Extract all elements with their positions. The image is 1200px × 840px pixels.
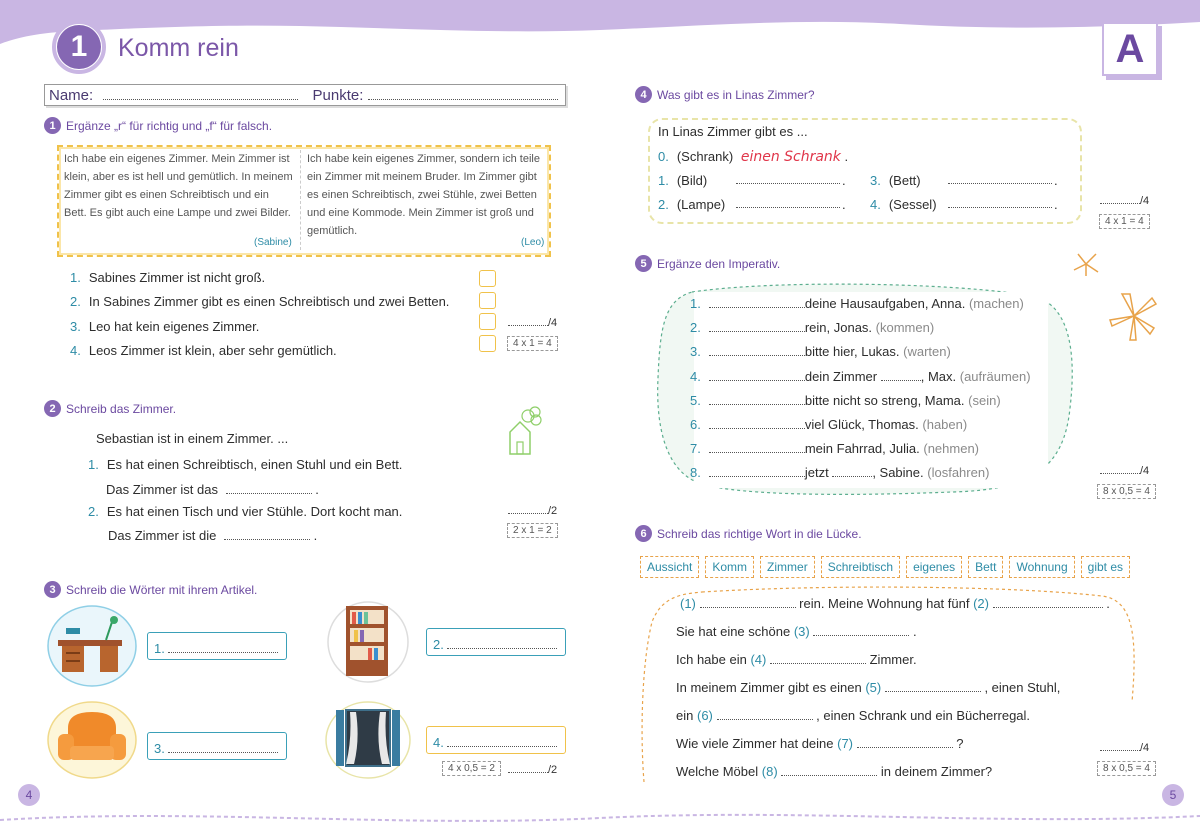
ex4-item-3 <box>870 173 921 188</box>
ex6-line-5-text2: , einen Schrank und ein Bücherregal. <box>816 708 1031 723</box>
ex5-item-3-number: 3. <box>690 344 701 360</box>
ex5-item-3-text: bitte hier, Lukas. <box>804 344 900 360</box>
ex6-gap-2-number: (2) <box>973 596 989 611</box>
ex6-answer-1[interactable] <box>700 598 796 608</box>
ex6-gap-7-number: (7) <box>837 736 854 751</box>
ex5-item-6 <box>690 417 1060 441</box>
ex2-item-2-b <box>108 528 317 543</box>
ex4-item-2-word: (Lampe) <box>676 197 726 212</box>
ex4-item-3-word: (Bett) <box>888 173 921 188</box>
ex5-item-2-number: 2. <box>690 320 701 336</box>
ex4-score-total: /4 <box>1140 195 1150 207</box>
ex2-item-2-text: Es hat einen Tisch und vier Stühle. Dort kocht man. <box>106 504 403 519</box>
points-label: Punkte: <box>312 87 364 104</box>
ex1-checkbox-3[interactable] <box>479 313 496 330</box>
ex5-answer-8b[interactable] <box>832 467 872 477</box>
ex2-item-2-number: 2. <box>88 504 99 519</box>
desk-image <box>44 602 140 688</box>
exercise-2-title <box>44 400 176 417</box>
ex5-score-total: /4 <box>1140 465 1150 477</box>
ex5-item-7-text: mein Fahrrad, Julia. <box>804 441 920 457</box>
ex5-item-3 <box>690 344 1060 368</box>
ex6-line-5-text: ein <box>676 708 694 723</box>
ex6-answer-7[interactable] <box>857 738 953 748</box>
ex4-item-2-end: . <box>842 197 846 212</box>
ex5-item-1 <box>690 296 1060 320</box>
ex6-line-5 <box>676 708 1030 723</box>
ex4-item-1-end: . <box>842 173 846 188</box>
ex6-line-3 <box>676 652 917 667</box>
word-bett[interactable]: Bett <box>968 556 1003 578</box>
ex6-line-1-end: . <box>1106 596 1110 611</box>
ex4-item-4-number: 4. <box>870 197 881 212</box>
word-gibt-es[interactable]: gibt es <box>1081 556 1130 578</box>
exercise-3-title <box>44 581 257 598</box>
exercise-3-number: 3 <box>44 581 61 598</box>
chapter-title: Komm rein <box>118 34 239 62</box>
ex5-item-1-hint: (machen) <box>968 296 1024 311</box>
ex5-item-4-text2: , Max. <box>920 368 957 384</box>
ex5-items <box>690 296 1060 490</box>
ex3-answer-box-4[interactable] <box>426 726 566 754</box>
ex4-item-3-number: 3. <box>870 173 881 188</box>
word-komm[interactable]: Komm <box>705 556 754 578</box>
ex6-line-3-text: Ich habe ein <box>676 652 747 667</box>
ex5-score <box>1100 464 1149 477</box>
exercise-1-title <box>44 117 272 134</box>
points-field[interactable] <box>368 90 558 100</box>
text-leo-author: (Leo) <box>521 237 545 248</box>
exercise-4-number: 4 <box>635 86 652 103</box>
ex6-line-3-text2: Zimmer. <box>869 652 917 667</box>
ex2-answer-1[interactable] <box>226 484 312 494</box>
chapter-number-circle <box>52 20 106 74</box>
exercise-5-instruction: Ergänze den Imperativ. <box>657 256 781 271</box>
ex1-score-formula: 4 x 1 = 4 <box>507 336 558 351</box>
word-eigenes[interactable]: eigenes <box>906 556 962 578</box>
ex5-item-2 <box>690 320 1060 344</box>
ex4-item-2-number: 2. <box>658 197 669 212</box>
ex5-item-2-hint: (kommen) <box>875 320 935 336</box>
ex1-checkbox-4[interactable] <box>479 335 496 352</box>
ex6-line-4-text2: , einen Stuhl, <box>984 680 1061 695</box>
ex5-answer-4b[interactable] <box>881 371 921 381</box>
exercise-4-instruction: Was gibt es in Linas Zimmer? <box>657 87 815 102</box>
exercise-3-instruction: Schreib die Wörter mit ihrem Artikel. <box>66 582 258 597</box>
ex2-item-1-a <box>88 457 402 472</box>
ex3-box-4-number: 4. <box>433 735 444 750</box>
ex4-answer-4[interactable] <box>948 198 1052 208</box>
ex6-line-2 <box>676 624 917 639</box>
level-badge-letter: A <box>1115 26 1145 71</box>
ex1-score-total: /4 <box>548 317 558 329</box>
name-field[interactable] <box>103 90 298 100</box>
ex1-item-2-text: In Sabines Zimmer gibt es einen Schreibtisch und zwei Betten. <box>88 294 450 309</box>
ex6-line-7-text: Welche Möbel <box>676 764 759 779</box>
ex4-intro: In Linas Zimmer gibt es ... <box>658 124 808 139</box>
exercise-4-title <box>635 86 815 103</box>
exercise-2-instruction: Schreib das Zimmer. <box>66 401 177 416</box>
ex1-item-4-number: 4. <box>70 343 81 358</box>
word-wohnung[interactable]: Wohnung <box>1009 556 1074 578</box>
ex6-line-6-text: Wie viele Zimmer hat deine <box>676 736 834 751</box>
word-schreibtisch[interactable]: Schreibtisch <box>821 556 900 578</box>
ex4-score-formula: 4 x 1 = 4 <box>1099 214 1150 229</box>
ex5-answer-2[interactable] <box>709 322 805 332</box>
ex6-gap-3-number: (3) <box>793 624 810 639</box>
armchair-image <box>44 698 140 780</box>
ex5-answer-1[interactable] <box>709 298 805 308</box>
exercise-1-instruction: Ergänze „r“ für richtig und „f“ für falsch. <box>66 118 273 133</box>
ex5-item-8-text2: , Sabine. <box>872 465 924 481</box>
ex6-line-6 <box>676 736 964 751</box>
ex6-line-2-end: . <box>912 624 917 639</box>
word-zimmer[interactable]: Zimmer <box>760 556 815 578</box>
ex5-answer-7[interactable] <box>709 443 805 453</box>
ex6-answer-4[interactable] <box>770 654 866 664</box>
ex1-item-1 <box>70 270 265 285</box>
ex1-checkbox-1[interactable] <box>479 270 496 287</box>
text-sabine: Ich habe ein eigenes Zimmer. Mein Zimmer ist klein, aber es ist hell und gemütlich. In meinem Zimmer gibt es einen Schreibtisch und ein Bett. Es gibt auch eine Lampe und zwei Bilder. <box>64 153 293 219</box>
level-badge <box>1102 22 1158 76</box>
ex2-item-2-a <box>88 504 402 519</box>
ex6-score-total: /4 <box>1140 742 1150 754</box>
ex4-item-4-word: (Sessel) <box>888 197 937 212</box>
ex6-gap-5-number: (5) <box>865 680 882 695</box>
ex3-answer-box-3[interactable] <box>147 732 287 760</box>
ex6-line-4-text: In meinem Zimmer gibt es einen <box>676 680 862 695</box>
exercise-6-instruction: Schreib das richtige Wort in die Lücke. <box>657 526 862 541</box>
ex5-item-3-hint: (warten) <box>903 344 951 360</box>
ex6-answer-3[interactable] <box>813 626 909 636</box>
ex4-score <box>1100 194 1149 207</box>
ex6-gap-8-number: (8) <box>761 764 778 779</box>
ex5-item-8-text: jetzt <box>804 465 829 481</box>
ex1-item-3 <box>70 319 259 334</box>
ex5-item-4-hint: (aufräumen) <box>959 368 1031 384</box>
ex2-score-formula: 2 x 1 = 2 <box>507 523 558 538</box>
word-aussicht[interactable]: Aussicht <box>640 556 699 578</box>
ex2-item-1-b <box>106 482 319 497</box>
ex2-score-total: /2 <box>548 505 558 517</box>
ex2-item-2-prompt: Das Zimmer ist die <box>108 528 217 543</box>
ex6-score <box>1100 741 1149 754</box>
ex5-score-formula: 8 x 0,5 = 4 <box>1097 484 1156 499</box>
ex1-item-3-number: 3. <box>70 319 81 334</box>
ex6-line-1-text: rein. Meine Wohnung hat fünf <box>799 596 970 611</box>
ex5-item-8-hint: (losfahren) <box>927 465 990 481</box>
texts-divider <box>300 150 301 250</box>
ex5-item-1-text: deine Hausaufgaben, Anna. <box>804 296 966 311</box>
ex4-item-1-number: 1. <box>658 173 669 188</box>
ex2-score <box>508 504 557 517</box>
ex5-item-7-hint: (nehmen) <box>923 441 979 457</box>
ex6-gap-4-number: (4) <box>750 652 767 667</box>
ex4-example: 0. (Schrank) einen Schrank . <box>658 149 849 165</box>
ex4-answer-3[interactable] <box>948 174 1052 184</box>
ex1-item-1-number: 1. <box>70 270 81 285</box>
ex3-answer-box-1[interactable] <box>147 632 287 660</box>
bottom-wave <box>0 800 1200 840</box>
ex6-line-7-text2: in deinem Zimmer? <box>880 764 993 779</box>
ex5-answer-4[interactable] <box>709 371 805 381</box>
ex6-score-formula: 8 x 0,5 = 4 <box>1097 761 1156 776</box>
house-tree-icon <box>504 404 544 456</box>
exercise-5-title <box>635 255 780 272</box>
ex4-item-4 <box>870 197 937 212</box>
ex5-item-5 <box>690 393 1060 417</box>
ex4-item-3-end: . <box>1054 173 1058 188</box>
ex5-item-1-number: 1. <box>690 296 701 311</box>
ex6-answer-6[interactable] <box>717 710 813 720</box>
ex5-answer-6[interactable] <box>709 419 805 429</box>
ex5-answer-3[interactable] <box>709 346 805 356</box>
ex5-item-8-number: 8. <box>690 465 701 481</box>
ex1-item-1-text: Sabines Zimmer ist nicht groß. <box>88 270 266 285</box>
ex5-item-4 <box>690 369 1060 393</box>
ex4-example-word: (Schrank) <box>676 149 734 164</box>
ex6-gap-6-number: (6) <box>696 708 713 723</box>
exercise-6-title <box>635 525 862 542</box>
ex6-answer-2[interactable] <box>993 598 1103 608</box>
ex1-score <box>508 316 557 329</box>
ex6-line-2-text: Sie hat eine schöne <box>676 624 791 639</box>
ex5-item-5-number: 5. <box>690 392 701 408</box>
ex5-answer-5[interactable] <box>709 395 805 405</box>
ex1-item-4-text: Leos Zimmer ist klein, aber sehr gemütlich. <box>88 343 337 358</box>
ex4-item-2 <box>658 197 725 212</box>
ex6-gap-1-number: (1) <box>680 596 696 611</box>
chapter-number: 1 <box>57 25 101 69</box>
ex6-line-1 <box>676 596 1110 611</box>
ex4-item-1-word: (Bild) <box>676 173 708 188</box>
ex2-item-1-text: Es hat einen Schreibtisch, einen Stuhl und ein Bett. <box>106 457 403 472</box>
page-number-right: 5 <box>1162 784 1184 806</box>
ex5-item-6-text: viel Glück, Thomas. <box>804 416 919 432</box>
exercise-2-number: 2 <box>44 400 61 417</box>
ex2-item-1-number: 1. <box>88 457 99 472</box>
ex4-item-1 <box>658 173 707 188</box>
ex3-score-formula: 4 x 0,5 = 2 <box>442 761 501 776</box>
ex5-item-2-text: rein, Jonas. <box>804 320 873 336</box>
ex3-box-3-number: 3. <box>154 741 165 756</box>
star-doodle-small <box>1070 250 1102 278</box>
ex3-box-2-number: 2. <box>433 637 444 652</box>
ex5-item-6-hint: (haben) <box>922 416 968 432</box>
bookshelf-image <box>324 600 410 686</box>
ex4-answer-2[interactable] <box>736 198 840 208</box>
ex6-line-6-text2: ? <box>956 736 964 751</box>
text-leo: Ich habe kein eigenes Zimmer, sondern ich teile ein Zimmer mit meinem Bruder. Im Zimmer gibt es einen Schreibtisch, zwei Stühle, zwei Betten und eine Kommode. Mein Zimmer ist groß und gemütlich. <box>307 153 540 237</box>
ex1-checkbox-2[interactable] <box>479 292 496 309</box>
ex2-intro: Sebastian ist in einem Zimmer. ... <box>96 431 289 446</box>
ex5-item-4-text: dein Zimmer <box>804 368 878 384</box>
star-doodle-large <box>1104 288 1164 344</box>
ex2-item-1-prompt: Das Zimmer ist das <box>106 482 218 497</box>
ex1-item-3-text: Leo hat kein eigenes Zimmer. <box>88 319 260 334</box>
ex2-item-2-end: . <box>313 528 318 543</box>
ex5-item-7-number: 7. <box>690 441 701 457</box>
ex4-example-number: 0. <box>658 149 669 164</box>
name-points-bar <box>44 84 566 106</box>
ex6-line-7 <box>676 764 992 779</box>
ex1-item-2 <box>70 294 449 309</box>
exercise-1-number: 1 <box>44 117 61 134</box>
ex1-item-4 <box>70 343 337 358</box>
ex5-item-7 <box>690 441 1060 465</box>
ex5-item-8 <box>690 465 1060 489</box>
ex3-answer-box-2[interactable] <box>426 628 566 656</box>
ex3-score <box>508 763 557 776</box>
ex2-answer-2[interactable] <box>224 530 310 540</box>
ex3-box-1-number: 1. <box>154 641 165 656</box>
ex6-answer-5[interactable] <box>885 682 981 692</box>
ex6-answer-8[interactable] <box>781 766 877 776</box>
ex5-item-5-text: bitte nicht so streng, Mama. <box>804 392 965 408</box>
ex5-item-5-hint: (sein) <box>968 392 1001 408</box>
name-label: Name: <box>49 87 94 104</box>
ex6-word-bank <box>640 556 1130 578</box>
page-number-left: 4 <box>18 784 40 806</box>
ex6-line-4 <box>676 680 1060 695</box>
ex5-answer-8[interactable] <box>709 467 805 477</box>
exercise-6-number: 6 <box>635 525 652 542</box>
ex5-item-4-number: 4. <box>690 368 701 384</box>
text-sabine-author: (Sabine) <box>254 237 292 248</box>
ex1-item-2-number: 2. <box>70 294 81 309</box>
ex5-item-6-number: 6. <box>690 416 701 432</box>
ex3-score-total: /2 <box>548 764 558 776</box>
window-image <box>322 700 412 780</box>
ex4-answer-1[interactable] <box>736 174 840 184</box>
ex2-item-1-end: . <box>315 482 319 497</box>
exercise-5-number: 5 <box>635 255 652 272</box>
ex4-example-answer: einen Schrank <box>740 149 841 165</box>
ex4-item-4-end: . <box>1054 197 1058 212</box>
